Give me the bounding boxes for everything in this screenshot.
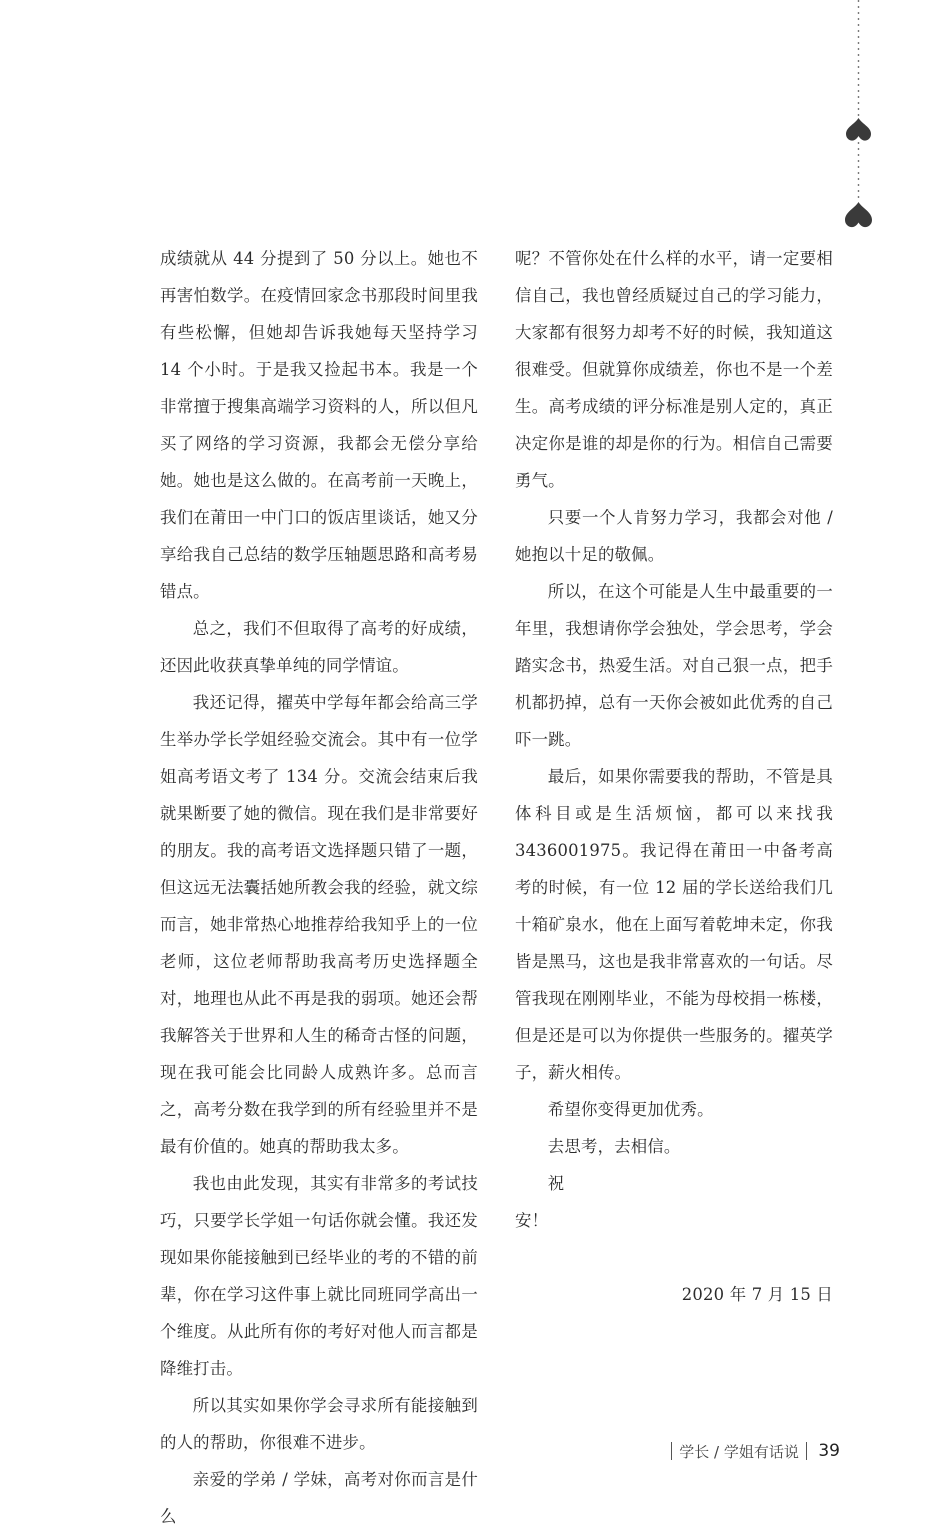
- right-text-column: [515, 240, 833, 1313]
- paragraph: 亲爱的学弟 / 学妹，高考对你而言是什么: [160, 1470, 478, 1526]
- salutation-line-2: 安！: [515, 1211, 549, 1230]
- footer-divider: [671, 1442, 673, 1460]
- paragraph: 成绩就从 44 分提到了 50 分以上。她也不再害怕数学。在疫情回家念书那段时间里我有些松懈，但她却告诉我她每天坚持学习 14 个小时。于是我又捡起书本。我是一个非常擅于搜集高端学习资料的人，所以但凡买了网络的学习资源，我都会无偿分享给她。她也是这么做的。在高考前一天晚上，我们在莆田一中门口的饭店里谈话，她又分享给我自己总结的数学压轴题思路和高考易错点。: [160, 249, 478, 601]
- footer-section-title: 学长 / 学姐有话说: [679, 1442, 799, 1461]
- paragraph: 所以其实如果你学会寻求所有能接触到的人的帮助，你很难不进步。: [160, 1396, 478, 1452]
- page-footer: [640, 1436, 840, 1466]
- paragraph: 所以，在这个可能是人生中最重要的一年里，我想请你学会独处，学会思考，学会踏实念书，热爱生活。对自己狠一点，把手机都扔掉，总有一天你会被如此优秀的自己吓一跳。: [515, 582, 833, 749]
- paragraph: 希望你变得更加优秀。: [547, 1100, 714, 1119]
- left-text-column: [160, 240, 478, 1535]
- letter-date: 2020 年 7 月 15 日: [681, 1285, 833, 1304]
- paragraph: 最后，如果你需要我的帮助，不管是具体科目或是生活烦恼，都可以来找我 3436001975。我记得在莆田一中备考高考的时候，有一位 12 届的学长送给我们几十箱矿泉水，他在上面写着乾坤未定，你我皆是黑马，这也是我非常喜欢的一句话。尽管我现在刚刚毕业，不能为母校捐一栋楼，但是还是可以为你提供一些服务的。擢英学子，薪火相传。: [515, 767, 833, 1082]
- paragraph: 只要一个人肯努力学习，我都会对他 / 她抱以十足的敬佩。: [515, 508, 833, 564]
- heart-icon: [845, 202, 872, 227]
- page-number: 39: [818, 1441, 840, 1461]
- paragraph: 我还记得，擢英中学每年都会给高三学生举办学长学姐经验交流会。其中有一位学姐高考语文考了 134 分。交流会结束后我就果断要了她的微信。现在我们是非常要好的朋友。我的高考语文选择题只错了一题，但这远无法囊括她所教会我的经验，就文综而言，她非常热心地推荐给我知乎上的一位老师，这位老师帮助我高考历史选择题全对，地理也从此不再是我的弱项。她还会帮我解答关于世界和人生的稀奇古怪的问题，现在我可能会比同龄人成熟许多。总而言之，高考分数在我学到的所有经验里并不是最有价值的。她真的帮助我太多。: [160, 693, 478, 1156]
- paragraph: 我也由此发现，其实有非常多的考试技巧，只要学长学姐一句话你就会懂。我还发现如果你能接触到已经毕业的考的不错的前辈，你在学习这件事上就比同班同学高出一个维度。从此所有你的考好对他人而言都是降维打击。: [160, 1174, 478, 1378]
- paragraph: 去思考，去相信。: [547, 1137, 681, 1156]
- paragraph: 呢？不管你处在什么样的水平，请一定要相信自己，我也曾经质疑过自己的学习能力，大家都有很努力却考不好的时候，我知道这很难受。但就算你成绩差，你也不是一个差生。高考成绩的评分标准是别人定的，真正决定你是谁的却是你的行为。相信自己需要勇气。: [515, 249, 833, 490]
- heart-icon: [846, 118, 871, 141]
- paragraph: 总之，我们不但取得了高考的好成绩，还因此收获真挚单纯的同学情谊。: [160, 619, 478, 675]
- footer-divider: [806, 1442, 808, 1460]
- heart-dotted-ornament: [832, 0, 892, 240]
- salutation-line-1: 祝: [547, 1174, 565, 1193]
